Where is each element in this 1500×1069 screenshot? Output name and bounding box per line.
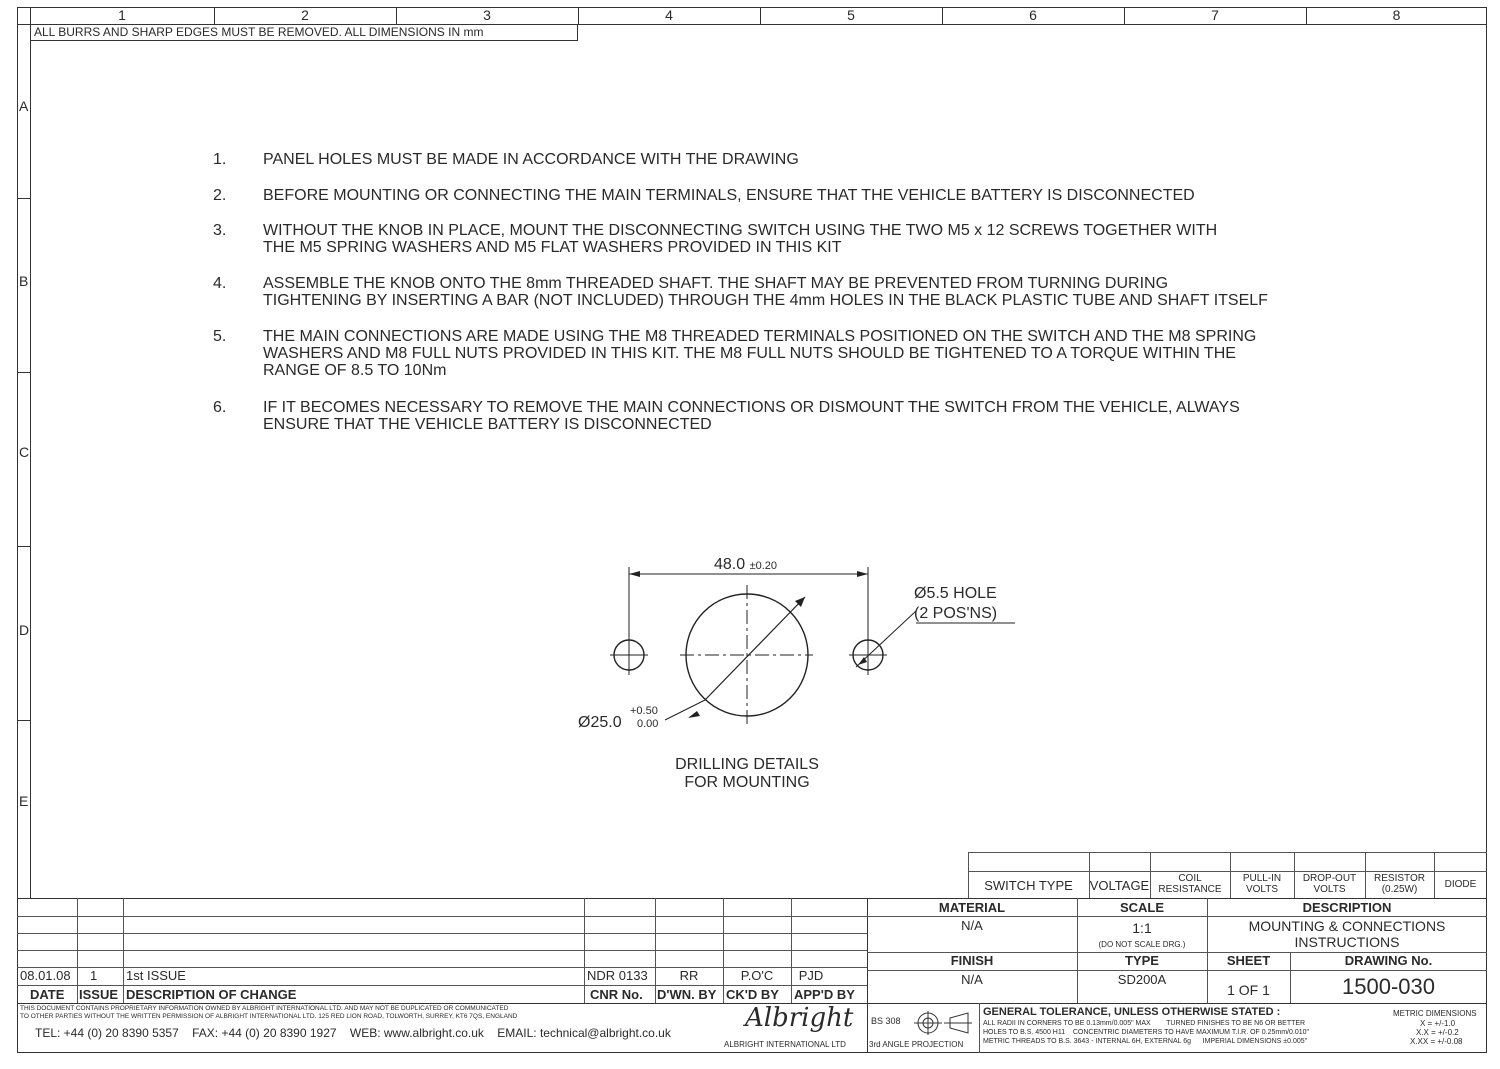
zone-strip-left	[30, 7, 31, 898]
tolerance-line-1: ALL RADII IN CORNERS TO BE 0.13mm/0.005" MAX TURNED FINISHES TO BE N6 OR BETTER	[983, 1020, 1306, 1027]
rev-header-cnr: CNR No.	[590, 987, 643, 1002]
zone-col-7: 7	[1211, 7, 1219, 23]
spacing-value: 48.0	[714, 556, 746, 573]
tolerance-upper: +0.50	[630, 705, 658, 717]
note-number: 6.	[213, 399, 227, 416]
tolerance-title: GENERAL TOLERANCE, UNLESS OTHERWISE STATED :	[983, 1006, 1281, 1018]
drawing-number-label: DRAWING No.	[1344, 953, 1433, 968]
table-line	[723, 898, 724, 1003]
hole-label: Ø5.5 HOLE	[914, 585, 997, 602]
spec-header: DIODE	[1444, 879, 1477, 890]
table-line	[968, 871, 1487, 872]
proprietary-notice: THIS DOCUMENT CONTAINS PROPRIETARY INFORMATION OWNED BY ALBRIGHT INTERNATIONAL LTD. AND MAY NOT BE DUPLICATED OR COMMUNICATED TO OTHER PARTIES WITHOUT THE WRITTEN PERMISSION OF ALBRIGHT INTERNATIONAL LTD. 125 RED LION ROAD, TOLWORTH, SURREY, KT6 7QS, ENGLAND	[20, 1005, 518, 1020]
metric-tolerance-2: X.X = +/-0.2	[1416, 1028, 1459, 1037]
note-text: BEFORE MOUNTING OR CONNECTING THE MAIN TERMINALS, ENSURE THAT THE VEHICLE BATTERY IS DISCONNECTED	[263, 187, 1195, 204]
spacing-dimension	[714, 556, 777, 574]
drawing-number-value: 1500-030	[1342, 974, 1435, 999]
rev-description: 1st ISSUE	[126, 968, 186, 983]
block-line	[17, 898, 1487, 899]
table-line	[17, 950, 867, 951]
center-diameter: Ø25.0	[578, 714, 622, 731]
table-line	[1434, 852, 1435, 898]
note-text: ASSEMBLE THE KNOB ONTO THE 8mm THREADED SHAFT. THE SHAFT MAY BE PREVENTED FROM TURNING DURING TIGHTENING BY INSERTING A BAR (NOT INCLUDED) THROUGH THE 4mm HOLES IN THE BLACK PLASTIC TUBE AND SHAFT ITSELF	[263, 275, 1268, 309]
caption-line-2: FOR MOUNTING	[684, 774, 810, 791]
table-line	[17, 916, 867, 917]
table-line	[123, 898, 124, 1003]
rev-checked-by: P.O'C	[740, 968, 774, 983]
spec-header: PULL-IN VOLTS	[1242, 873, 1282, 895]
table-line	[867, 916, 1487, 917]
spec-header: SWITCH TYPE	[984, 878, 1073, 893]
zone-divider	[17, 720, 30, 721]
rev-header-issue: ISSUE	[79, 987, 119, 1002]
rev-drawn-by: RR	[679, 968, 699, 983]
zone-row-e: E	[19, 793, 29, 809]
rev-cnr: NDR 0133	[587, 968, 648, 983]
rev-header-description: DESCRIPTION OF CHANGE	[126, 987, 297, 1002]
tolerance-line-3: METRIC THREADS TO B.S. 3643 - INTERNAL 6H, EXTERNAL 6g IMPERIAL DIMENSIONS ±0.005"	[983, 1038, 1308, 1045]
rev-header-date: DATE	[30, 987, 65, 1002]
table-line	[584, 898, 585, 1003]
note-text: PANEL HOLES MUST BE MADE IN ACCORDANCE WITH THE DRAWING	[263, 151, 799, 168]
table-line	[17, 985, 867, 986]
albright-logo: Albright	[745, 1003, 854, 1033]
note-number: 4.	[213, 275, 227, 292]
zone-col-1: 1	[118, 7, 126, 23]
note-number: 3.	[213, 222, 227, 239]
description-line-1: MOUNTING & CONNECTIONS	[1248, 918, 1446, 934]
zone-row-a: A	[19, 98, 29, 114]
spec-header: VOLTAGE	[1089, 878, 1150, 893]
zone-col-3: 3	[483, 7, 491, 23]
bs-standard: BS 308	[871, 1016, 901, 1026]
note-number: 5.	[213, 328, 227, 345]
metric-title: METRIC DIMENSIONS	[1393, 1009, 1477, 1018]
table-line	[77, 898, 78, 1003]
rev-header-approved: APP'D BY	[794, 987, 855, 1002]
rev-header-drawn: D'WN. BY	[657, 987, 717, 1002]
description-label: DESCRIPTION	[1302, 900, 1392, 915]
zone-row-b: B	[19, 273, 29, 289]
spec-header: COIL RESISTANCE	[1158, 873, 1222, 895]
material-label: MATERIAL	[938, 900, 1006, 915]
zone-col-2: 2	[301, 7, 309, 23]
tolerance-line-2: HOLES TO B.S. 4500 H11 CONCENTRIC DIAMETERS TO HAVE MAXIMUM T.I.R. OF 0.25mm/0.010"	[983, 1029, 1309, 1036]
contact-details: TEL: +44 (0) 20 8390 5357 FAX: +44 (0) 20 8390 1927 WEB: www.albright.co.uk EMAIL: technical@albright.co.uk	[35, 1026, 671, 1040]
zone-col-6: 6	[1029, 7, 1037, 23]
caption-line-1: DRILLING DETAILS	[675, 756, 819, 773]
note-number: 2.	[213, 187, 227, 204]
projection-symbol-icon	[912, 1010, 974, 1036]
scale-note: (DO NOT SCALE DRG.)	[1098, 940, 1186, 949]
type-label: TYPE	[1125, 953, 1159, 968]
finish-value: N/A	[961, 972, 983, 987]
table-line	[17, 933, 867, 934]
rev-approved-by: PJD	[798, 968, 824, 983]
type-value: SD200A	[1117, 972, 1167, 987]
zone-row-d: D	[19, 622, 30, 638]
zone-col-8: 8	[1392, 7, 1401, 23]
zone-col-4: 4	[665, 7, 673, 23]
zone-divider	[17, 546, 30, 547]
table-line	[791, 898, 792, 1003]
note-number: 1.	[213, 151, 227, 168]
spec-header: RESISTOR (0.25W)	[1374, 873, 1425, 895]
zone-row-c: C	[19, 444, 30, 460]
rev-date: 08.01.08	[20, 968, 71, 983]
company-name: ALBRIGHT INTERNATIONAL LTD	[724, 1040, 846, 1049]
finish-label: FINISH	[950, 953, 994, 968]
metric-tolerance-1: X = +/-1.0	[1420, 1019, 1456, 1028]
note-text: IF IT BECOMES NECESSARY TO REMOVE THE MAIN CONNECTIONS OR DISMOUNT THE SWITCH FROM THE VEHICLE, ALWAYS ENSURE THAT THE VEHICLE BATTERY IS DISCONNECTED	[263, 399, 1240, 433]
rev-issue: 1	[90, 968, 98, 983]
description-line-2: INSTRUCTIONS	[1294, 934, 1400, 950]
zone-col-5: 5	[847, 7, 855, 23]
header-note: ALL BURRS AND SHARP EDGES MUST BE REMOVED. ALL DIMENSIONS IN mm	[30, 24, 578, 41]
rev-header-checked: CK'D BY	[726, 987, 779, 1002]
metric-tolerance-3: X.XX = +/-0.08	[1410, 1037, 1463, 1046]
sheet-value: 1 OF 1	[1227, 982, 1270, 998]
note-text: WITHOUT THE KNOB IN PLACE, MOUNT THE DISCONNECTING SWITCH USING THE TWO M5 x 12 SCREWS TOGETHER WITH THE M5 SPRING WASHERS AND M5 FLAT WASHERS PROVIDED IN THIS KIT	[263, 222, 1218, 256]
table-line	[655, 898, 656, 1003]
scale-value: 1:1	[1132, 920, 1152, 936]
table-line	[867, 970, 1487, 971]
spec-header: DROP-OUT VOLTS	[1302, 873, 1357, 895]
tolerance-lower: 0.00	[637, 718, 659, 730]
table-line	[979, 1003, 980, 1053]
sheet-label: SHEET	[1226, 953, 1271, 968]
zone-divider	[17, 198, 30, 199]
zone-divider	[17, 372, 30, 373]
material-value: N/A	[961, 918, 983, 933]
spacing-tolerance: ±0.20	[749, 560, 778, 572]
scale-label: SCALE	[1119, 900, 1165, 915]
note-text: THE MAIN CONNECTIONS ARE MADE USING THE M8 THREADED TERMINALS POSITIONED ON THE SWITCH AND THE M8 SPRING WASHERS AND M8 FULL NUTS PROVIDED IN THIS KIT. THE M8 FULL NUTS SHOULD BE TIGHTENED TO A TORQUE WITHIN THE RANGE OF 8.5 TO 10Nm	[263, 328, 1257, 379]
projection-label: 3rd ANGLE PROJECTION	[869, 1040, 964, 1049]
hole-count-label: (2 POS'NS)	[914, 605, 998, 622]
